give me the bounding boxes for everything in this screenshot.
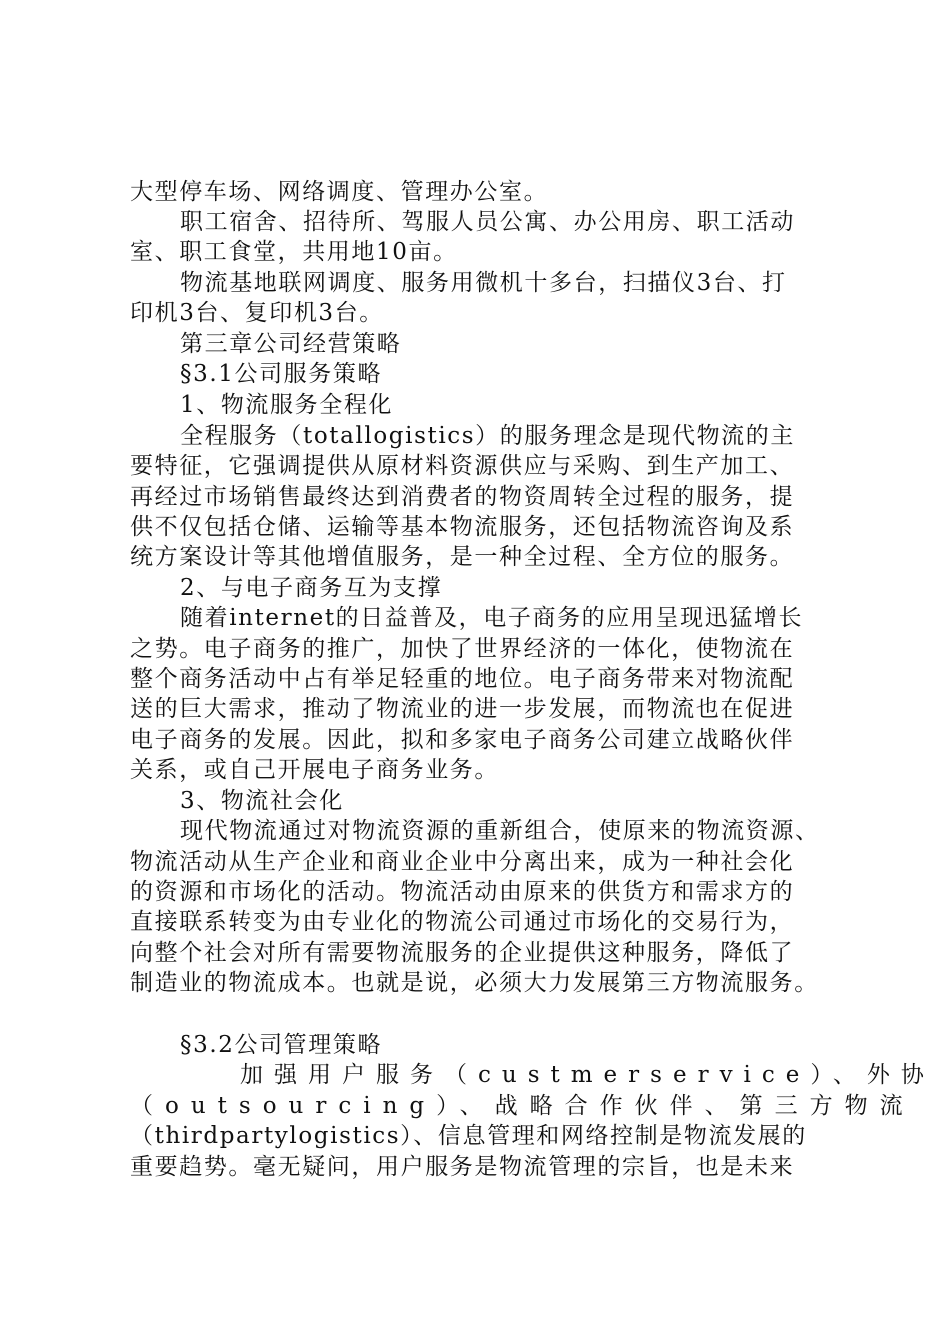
chapter-heading: 第三章公司经营策略 bbox=[180, 331, 402, 357]
text-line: 向整个社会对所有需要物流服务的企业提供这种服务，降低了 bbox=[130, 940, 795, 966]
text-line: 整个商务活动中占有举足轻重的地位。电子商务带来对物流配 bbox=[130, 666, 795, 692]
text-line: 供不仅包括仓储、运输等基本物流服务，还包括物流咨询及系 bbox=[130, 514, 795, 540]
text-line: 电子商务的发展。因此，拟和多家电子商务公司建立战略伙伴 bbox=[130, 727, 795, 753]
text-line: 现代物流通过对物流资源的重新组合，使原来的物流资源、 bbox=[180, 818, 820, 844]
text-line: 送的巨大需求，推动了物流业的进一步发展，而物流也在促进 bbox=[130, 696, 795, 722]
text-line: （outsourcing）、战略合作伙伴、第三方物流 bbox=[130, 1093, 915, 1119]
subsection-heading: 3、物流社会化 bbox=[180, 788, 344, 814]
text-line: 大型停车场、网络调度、管理办公室。 bbox=[130, 179, 549, 205]
text-line: 统方案设计等其他增值服务，是一种全过程、全方位的服务。 bbox=[130, 544, 795, 570]
text-line: 重要趋势。毫无疑问，用户服务是物流管理的宗旨，也是未来 bbox=[130, 1154, 795, 1180]
text-line: 的资源和市场化的活动。物流活动由原来的供货方和需求方的 bbox=[130, 879, 795, 905]
text-line: 职工宿舍、招待所、驾服人员公寓、办公用房、职工活动 bbox=[180, 209, 795, 235]
text-line: 再经过市场销售最终达到消费者的物资周转全过程的服务，提 bbox=[130, 484, 795, 510]
section-heading: §3.1公司服务策略 bbox=[180, 361, 383, 387]
text-line: 加强用户服务（custmerservice）、外协 bbox=[240, 1062, 935, 1088]
text-line: 印机3台、复印机3台。 bbox=[130, 300, 384, 326]
text-line: 之势。电子商务的推广，加快了世界经济的一体化，使物流在 bbox=[130, 636, 795, 662]
text-line: （thirdpartylogistics）、信息管理和网络控制是物流发展的 bbox=[130, 1123, 807, 1149]
text-line: 物流活动从生产企业和商业企业中分离出来，成为一种社会化 bbox=[130, 849, 795, 875]
text-line: 关系，或自己开展电子商务业务。 bbox=[130, 757, 499, 783]
text-line: 室、职工食堂，共用地10亩。 bbox=[130, 239, 458, 265]
text-line: 随着internet的日益普及，电子商务的应用呈现迅猛增长 bbox=[180, 605, 804, 631]
text-line: 全程服务（totallogistics）的服务理念是现代物流的主 bbox=[180, 423, 795, 449]
subsection-heading: 1、物流服务全程化 bbox=[180, 392, 394, 418]
text-line: 直接联系转变为由专业化的物流公司通过市场化的交易行为， bbox=[130, 909, 795, 935]
text-line: 物流基地联网调度、服务用微机十多台，扫描仪3台、打 bbox=[180, 270, 787, 296]
text-line: 制造业的物流成本。也就是说，必须大力发展第三方物流服务。 bbox=[130, 970, 819, 996]
section-heading: §3.2公司管理策略 bbox=[180, 1032, 383, 1058]
text-line: 要特征，它强调提供从原材料资源供应与采购、到生产加工、 bbox=[130, 453, 795, 479]
subsection-heading: 2、与电子商务互为支撑 bbox=[180, 575, 443, 601]
